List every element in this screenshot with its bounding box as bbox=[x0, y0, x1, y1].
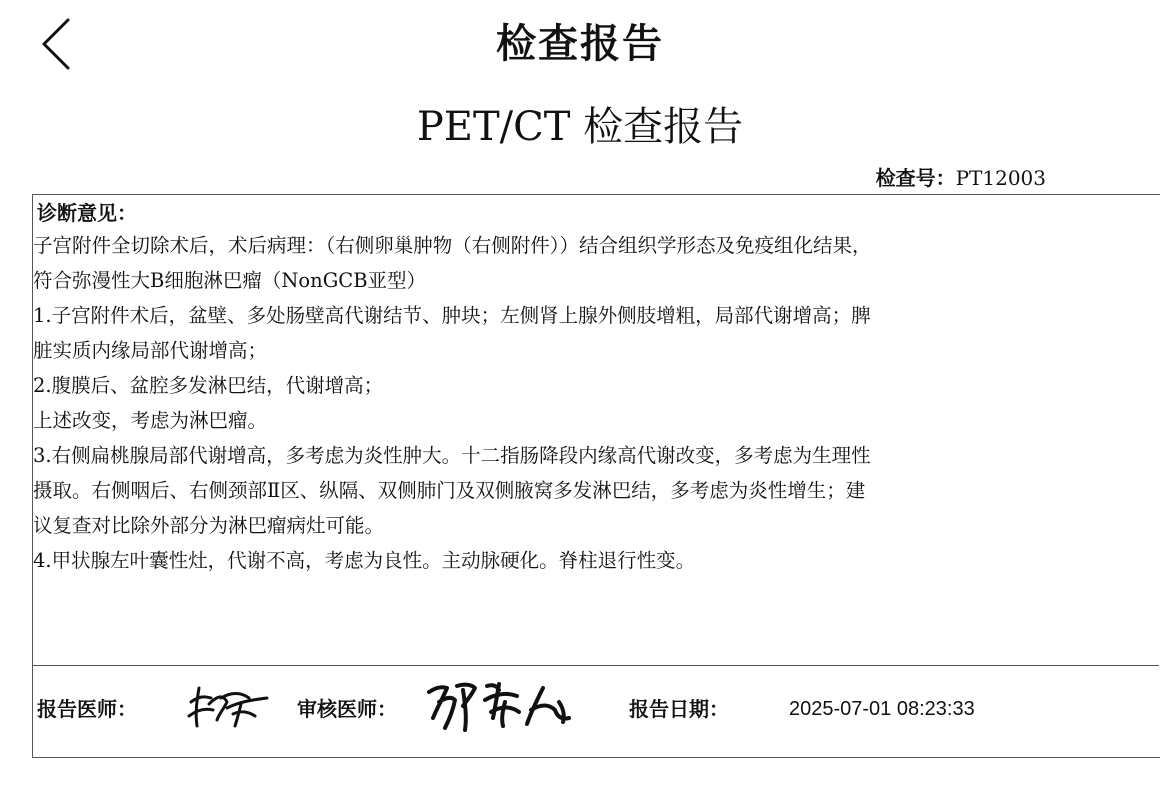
exam-number-value: PT12003 bbox=[955, 166, 1046, 190]
diagnosis-line: 4.甲状腺左叶囊性灶，代谢不高，考虑为良性。主动脉硬化。脊柱退行性变。 bbox=[33, 549, 696, 572]
diagnosis-line: 脏实质内缘局部代谢增高； bbox=[33, 339, 268, 362]
exam-number-label: 检查号： bbox=[875, 166, 956, 190]
diagnosis-line: 符合弥漫性大B细胞淋巴瘤（NonGCB亚型） bbox=[33, 269, 427, 292]
nav-bar bbox=[0, 0, 1160, 92]
diagnosis-line: 子宫附件全切除术后，术后病理：（右侧卵巢肿物（右侧附件））结合组织学形态及免疫组化结果， bbox=[33, 234, 872, 257]
reporting-doctor-label: 报告医师： bbox=[37, 697, 137, 721]
diagnosis-line: 上述改变，考虑为淋巴瘤。 bbox=[33, 409, 268, 432]
diagnosis-line: 议复查对比除外部分为淋巴瘤病灶可能。 bbox=[33, 514, 385, 537]
report-box bbox=[32, 194, 1160, 758]
diagnosis-line: 摄取。右侧咽后、右侧颈部Ⅱ区、纵隔、双侧肺门及双侧腋窝多发淋巴结，多考虑为炎性增生；建 bbox=[33, 479, 866, 502]
diagnosis-line: 3.右侧扁桃腺局部代谢增高，多考虑为炎性肿大。十二指肠降段内缘高代谢改变，多考虑为生理性 bbox=[33, 444, 871, 467]
reporting-doctor-signature bbox=[183, 680, 273, 734]
exam-number bbox=[876, 163, 1046, 193]
reviewing-doctor-signature bbox=[419, 672, 599, 738]
page-title: 检查报告 bbox=[496, 21, 664, 67]
report-title: PET/CT 检查报告 bbox=[416, 104, 744, 150]
diagnosis-line: 2.腹膜后、盆腔多发淋巴结，代谢增高； bbox=[33, 374, 384, 397]
signature-row bbox=[33, 665, 1159, 757]
report-date-value: 2025-07-01 08:23:33 bbox=[789, 698, 975, 720]
report-date-label: 报告日期： bbox=[629, 697, 729, 721]
reviewing-doctor-label: 审核医师： bbox=[297, 697, 397, 721]
diagnosis-heading: 诊断意见： bbox=[37, 201, 137, 225]
diagnosis-line: 1.子宫附件术后，盆壁、多处肠壁高代谢结节、肿块；左侧肾上腺外侧肢增粗，局部代谢增高；脾 bbox=[33, 304, 871, 327]
diagnosis-text bbox=[33, 228, 1159, 578]
